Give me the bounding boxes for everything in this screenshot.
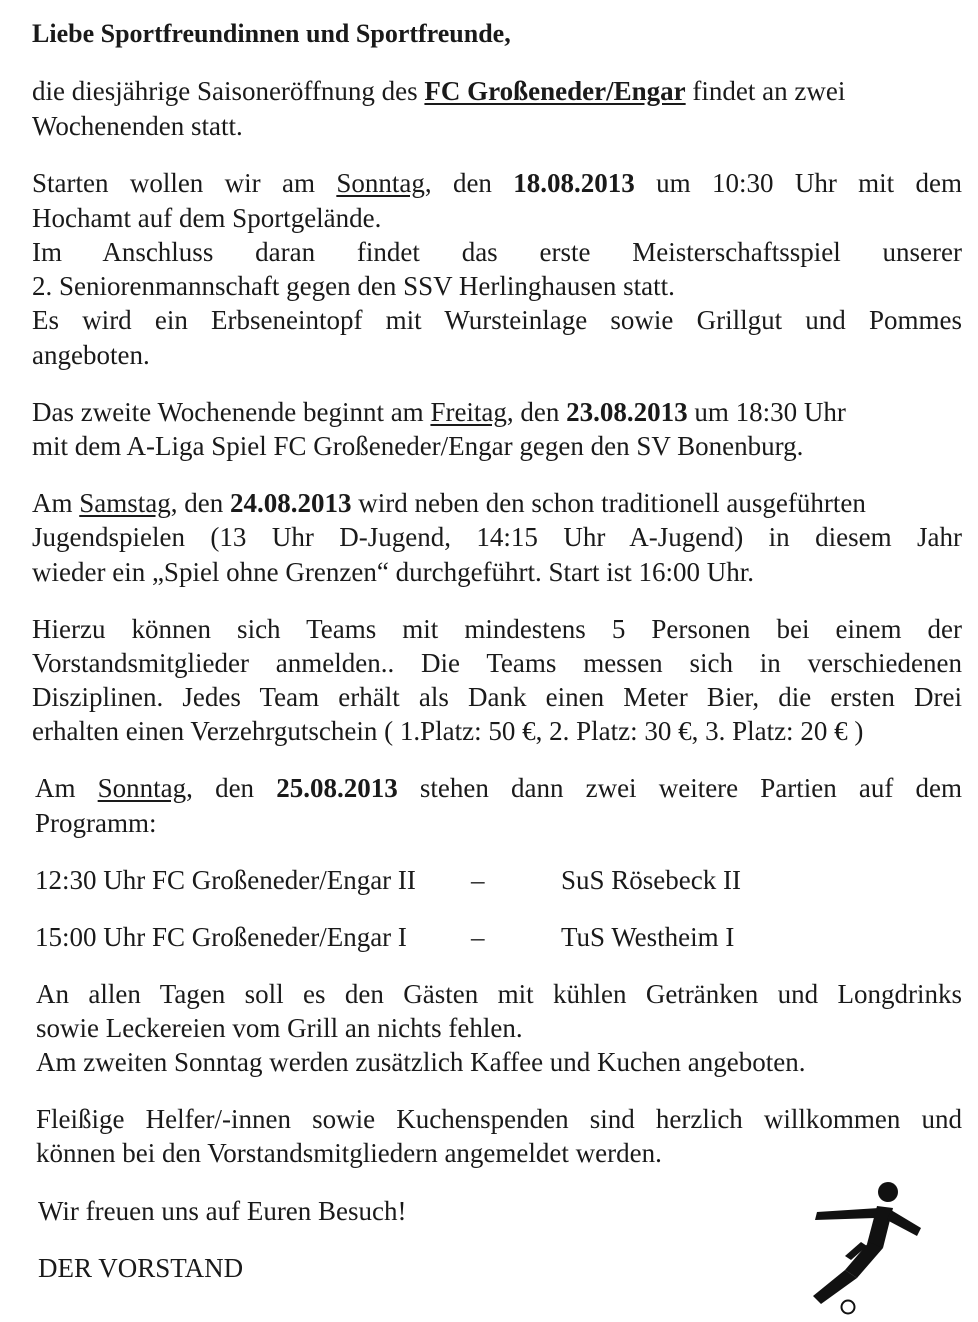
p7-line-1: Fleißige Helfer/-innen sowie Kuchenspenden sind herzlich willkommen und bbox=[36, 1104, 962, 1134]
match-2-dash: – bbox=[471, 922, 485, 952]
greeting: Liebe Sportfreundinnen und Sportfreunde, bbox=[32, 19, 511, 48]
match-2-opponent: TuS Westheim I bbox=[561, 922, 735, 952]
p6-line-2: sowie Leckereien vom Grill an nichts fehlen. bbox=[36, 1013, 523, 1043]
date-18-08: 18.08.2013 bbox=[513, 168, 635, 198]
p4-line-4: erhalten einen Verzehrgutschein ( 1.Platz: 50 €, 2. Platz: 30 €, 3. Platz: 20 € ) bbox=[32, 716, 864, 746]
p5-line-2: Programm: bbox=[35, 808, 157, 838]
p1-line-5: Es wird ein Erbseneintopf mit Wursteinlage sowie Grillgut und Pommes bbox=[32, 305, 962, 335]
p5-line-1: Am Sonntag, den 25.08.2013 stehen dann zwei weitere Partien auf dem bbox=[35, 773, 963, 803]
day-sunday: Sonntag bbox=[336, 168, 425, 198]
date-23-08: 23.08.2013 bbox=[566, 397, 688, 427]
match-2-time-team: 15:00 Uhr FC Großeneder/Engar I bbox=[35, 922, 407, 952]
day-friday: Freitag bbox=[430, 397, 507, 427]
p3-line-1: Am Samstag, den 24.08.2013 wird neben den schon traditionell ausgeführten bbox=[32, 488, 866, 518]
p6-line-3: Am zweiten Sonntag werden zusätzlich Kaffee und Kuchen angeboten. bbox=[36, 1047, 806, 1077]
intro-line-1: die diesjährige Saisoneröffnung des FC Großeneder/Engar findet an zwei bbox=[32, 76, 846, 106]
p4-line-3: Disziplinen. Jedes Team erhält als Dank einen Meter Bier, die ersten Drei bbox=[32, 682, 962, 712]
signature: DER VORSTAND bbox=[38, 1253, 244, 1283]
p1-line-2: Hochamt auf dem Sportgelände. bbox=[32, 203, 382, 233]
p2-line-2: mit dem A-Liga Spiel FC Großeneder/Engar gegen den SV Bonenburg. bbox=[32, 431, 804, 461]
p6-line-1: An allen Tagen soll es den Gästen mit kühlen Getränken und Longdrinks bbox=[36, 979, 962, 1009]
p1-line-6: angeboten. bbox=[32, 340, 150, 370]
day-sunday-2: Sonntag bbox=[97, 773, 187, 803]
p2-line-1: Das zweite Wochenende beginnt am Freitag, den 23.08.2013 um 18:30 Uhr bbox=[32, 397, 846, 427]
p1-line-1: Starten wollen wir am Sonntag, den 18.08.2013 um 10:30 Uhr mit dem bbox=[32, 168, 962, 198]
match-1-opponent: SuS Rösebeck II bbox=[561, 865, 741, 895]
p4-line-2: Vorstandsmitglieder anmelden.. Die Teams messen sich in verschiedenen bbox=[32, 648, 962, 678]
match-1-time-team: 12:30 Uhr FC Großeneder/Engar II bbox=[35, 865, 416, 895]
p4-line-1: Hierzu können sich Teams mit mindestens 5 Personen bei einem der bbox=[32, 614, 962, 644]
p1-line-4: 2. Seniorenmannschaft gegen den SSV Herlinghausen statt. bbox=[32, 271, 675, 301]
football-player-icon bbox=[805, 1180, 930, 1315]
p1-line-3: Im Anschluss daran findet das erste Meisterschaftsspiel unserer bbox=[32, 237, 962, 267]
intro-line-2: Wochenenden statt. bbox=[32, 111, 243, 141]
p3-line-2: Jugendspielen (13 Uhr D-Jugend, 14:15 Uhr A-Jugend) in diesem Jahr bbox=[32, 522, 962, 552]
match-1-dash: – bbox=[471, 865, 485, 895]
p7-line-2: können bei den Vorstandsmitgliedern angemeldet werden. bbox=[36, 1138, 662, 1168]
p3-line-3: wieder ein „Spiel ohne Grenzen“ durchgeführt. Start ist 16:00 Uhr. bbox=[32, 557, 755, 587]
date-24-08: 24.08.2013 bbox=[229, 488, 352, 518]
day-saturday: Samstag bbox=[79, 488, 171, 518]
club-name: FC Großeneder/Engar bbox=[424, 76, 686, 106]
closing-line: Wir freuen uns auf Euren Besuch! bbox=[38, 1196, 407, 1226]
date-25-08: 25.08.2013 bbox=[276, 773, 398, 803]
